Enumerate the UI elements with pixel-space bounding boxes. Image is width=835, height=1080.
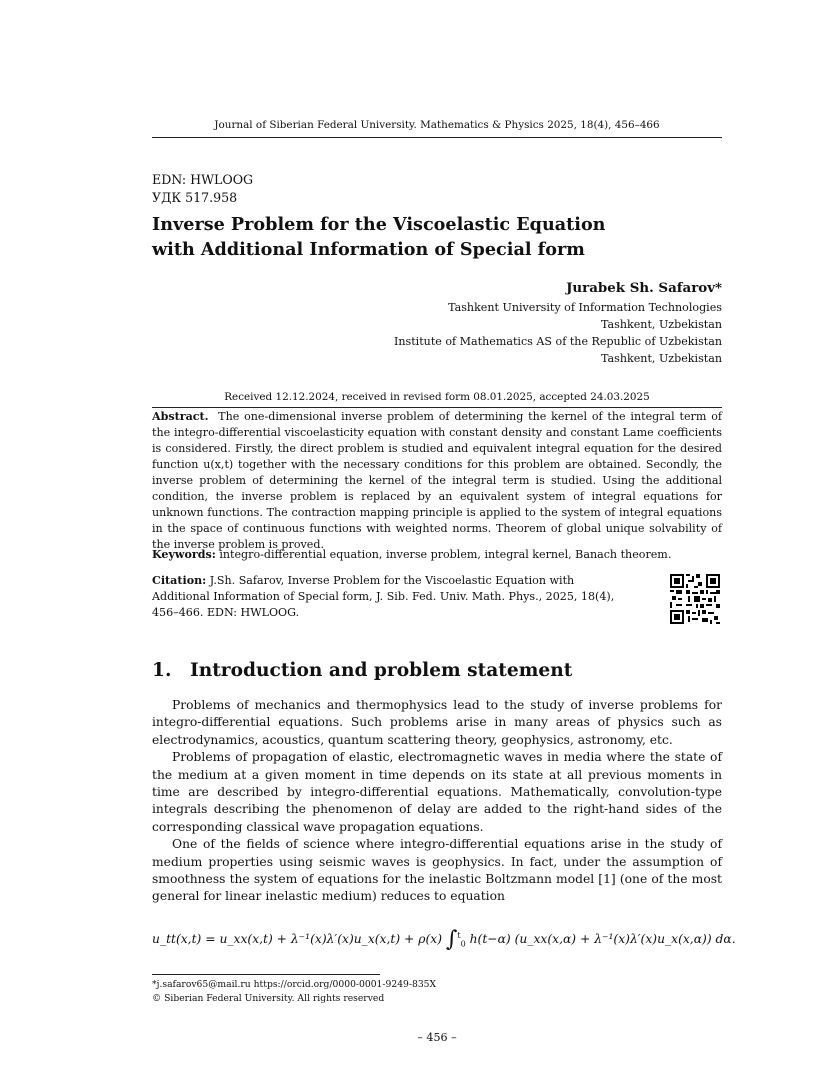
section-number: 1. [152, 660, 172, 681]
abstract-rule [152, 407, 722, 408]
integral-sign: ∫ [445, 927, 458, 952]
section-heading [152, 660, 572, 681]
qr-code-icon [670, 574, 720, 624]
equation-1 [152, 927, 736, 952]
integral-upper-limit: t [457, 930, 461, 940]
footnote-copyright: © Siberian Federal University. All rights reserved [152, 993, 385, 1004]
paragraph-1: Problems of mechanics and thermophysics lead to the study of inverse problems for integro-differential equations. Such problems arise in many areas of physics such as electrodynamics, acoustics, quantum scattering theory, geophysics, astronomy, etc. [152, 698, 722, 747]
title-line-1: Inverse Problem for the Viscoelastic Equation [152, 214, 606, 235]
footnote-contact: *j.safarov65@mail.ru https://orcid.org/0000-0001-9249-835X [152, 979, 437, 990]
footnote-rule [152, 974, 380, 975]
affiliation-4: Tashkent, Uzbekistan [601, 352, 722, 365]
body-text [152, 697, 722, 906]
affiliation-1: Tashkent University of Information Technologies [448, 301, 722, 314]
page-number: – 456 – [417, 1031, 457, 1044]
affiliation-3: Institute of Mathematics AS of the Republic of Uzbekistan [393, 335, 722, 348]
paragraph-2: Problems of propagation of elastic, electromagnetic waves in media where the state of the medium at a given moment in time depends on its state at all previous moments in time are described by integro-differential equations. Mathematically, convolution-type integrals describing the phenomenon of delay are added to the right-hand sides of the corresponding classical wave propagation equations. [152, 750, 722, 834]
affiliation-2: Tashkent, Uzbekistan [601, 318, 722, 331]
section-title: Introduction and problem statement [190, 660, 573, 681]
title-line-2: with Additional Information of Special form [152, 239, 585, 260]
paragraph-3: One of the fields of science where integro-differential equations arise in the study of medium properties using seismic waves is geophysics. In fact, under the assumption of smoothness the system of equations for the inelastic Boltzmann model [1] (one of the most general for linear inelastic medium) reduces to equation [152, 837, 722, 904]
author-name: Jurabek Sh. Safarov* [566, 280, 722, 296]
header-rule [152, 137, 722, 138]
abstract-text: The one-dimensional inverse problem of determining the kernel of the integral term of the integro-differential viscoelasticity equation with constant density and constant Lame coefficients is considered. Firstly, the direct problem is studied and equivalent integral equation for the desired function u(x,t) together with the necessary conditions for this problem are obtained. Secondly, the inverse problem of determining the kernel of the integral term is studied. Using the additional condition, the inverse problem is replaced by an equivalent system of integral equations for unknown functions. The contraction mapping principle is applied to the system of integral equations in the space of continuous functions with weighted norms. Theorem of global unique solvability of the inverse problem is proved. [152, 410, 722, 551]
citation-text: J.Sh. Safarov, Inverse Problem for the Viscoelastic Equation with Additional Information of Special form, J. Sib. Fed. Univ. Math. Phys., 2025, 18(4), 456–466. EDN: HWLOOG. [152, 574, 615, 619]
citation-label: Citation: [152, 574, 207, 587]
keywords [152, 548, 722, 561]
paper-title [152, 212, 712, 262]
abstract-label: Abstract. [152, 410, 209, 423]
keywords-text: integro-differential equation, inverse problem, integral kernel, Banach theorem. [219, 548, 672, 561]
received-dates: Received 12.12.2024, received in revised form 08.01.2025, accepted 24.03.2025 [224, 391, 650, 403]
udk-label: УДК 517.958 [152, 190, 238, 205]
keywords-label: Keywords: [152, 548, 216, 561]
edn-label: EDN: HWLOOG [152, 172, 254, 187]
integral-lower-limit: 0 [460, 939, 466, 949]
abstract [152, 409, 722, 553]
equation-lhs: u_tt(x,t) = u_xx(x,t) + λ⁻¹(x)λ′(x)u_x(x,t) + ρ(x) [152, 932, 443, 946]
equation-rhs: h(t−α) (u_xx(x,α) + λ⁻¹(x)λ′(x)u_x(x,α)) dα. [469, 932, 736, 946]
citation [152, 573, 632, 621]
journal-header: Journal of Siberian Federal University. Mathematics & Physics 2025, 18(4), 456–466 [214, 119, 660, 131]
